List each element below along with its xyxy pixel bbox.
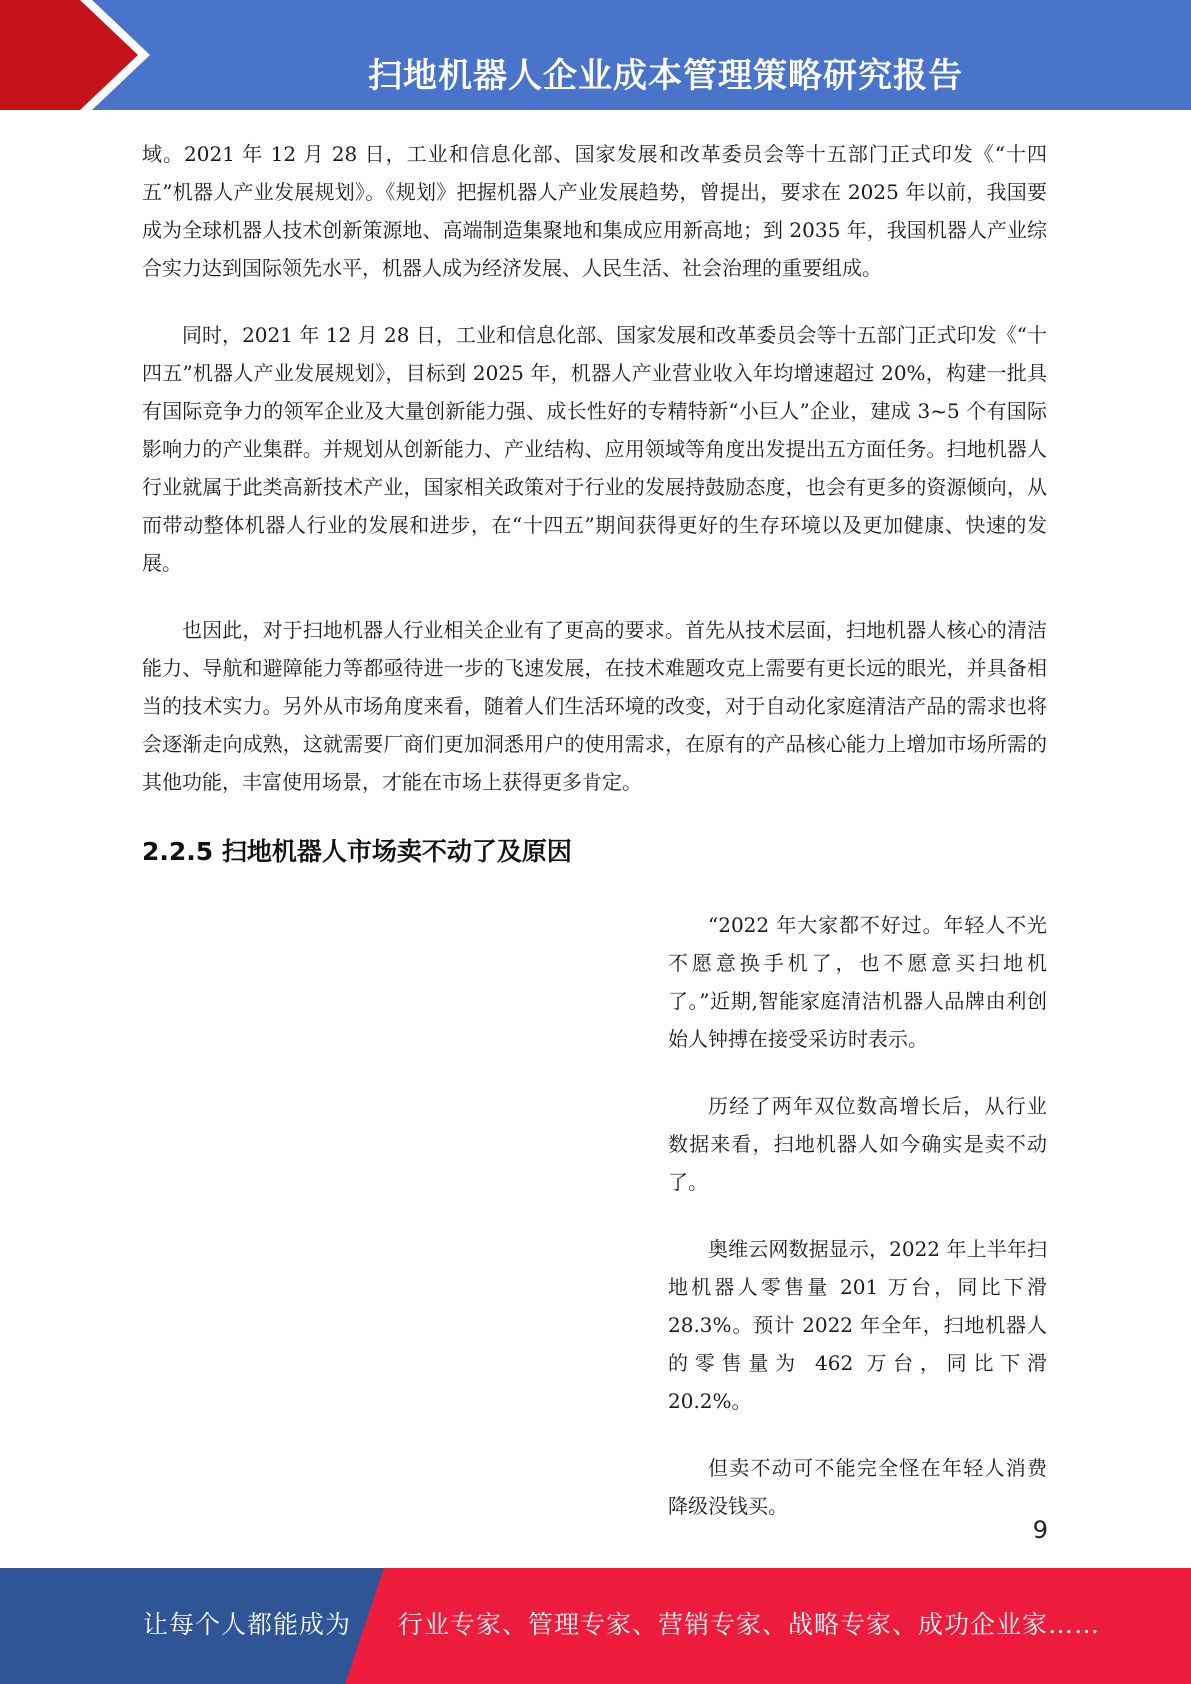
side-paragraph-1: “2022 年大家都不好过。年轻人不光不愿意换手机了，也不愿意买扫地机了。”近期,智能家庭清洁机器人品牌由利创始人钟搏在接受采访时表示。 [668,913,1047,1051]
report-title: 扫地机器人企业成本管理策略研究报告 [368,55,963,96]
paragraph-2: 同时，2021 年 12 月 28 日，工业和信息化部、国家发展和改革委员会等十五部门正式印发《“十四五”机器人产业发展规划》，目标到 2025 年，机器人产业营业收入年均增速超过 20%，构建一批具有国际竞争力的领军企业及大量创新能力强、成长性好的专精特新“小巨人”企业，建成 3~5 个有国际影响力的产业集群。并规划从创新能力、产业结构、应用领域等角度出发提出五方面任务。扫地机器人行业就属于此类高新技术产业，国家相关政策对于行业的发展持鼓励态度，也会有更多的资源倾向，从而带动整体机器人行业的发展和进步，在“十四五”期间获得更好的生存环境以及更加健康、快速的发展。 [142,323,1047,575]
side-column [668,906,1047,1554]
paragraph-3: 也因此，对于扫地机器人行业相关企业有了更高的要求。首先从技术层面，扫地机器人核心的清洁能力、导航和避障能力等都亟待进一步的飞速发展，在技术难题攻克上需要有更长远的眼光，并具备相当的技术实力。另外从市场角度来看，随着人们生活环境的改变，对于自动化家庭清洁产品的需求也将会逐渐走向成熟，这就需要厂商们更加洞悉用户的使用需求，在原有的产品核心能力上增加市场所需的其他功能，丰富使用场景，才能在市场上获得更多肯定。 [142,618,1047,794]
paragraph-1: 域。2021 年 12 月 28 日，工业和信息化部、国家发展和改革委员会等十五部门正式印发《“十四五”机器人产业发展规划》。《规划》把握机器人产业发展趋势，曾提出，要求在 2025 年以前，我国要成为全球机器人技术创新策源地、高端制造集聚地和集成应用新高地；到 2035 年，我国机器人产业综合实力达到国际领先水平，机器人成为经济发展、人民生活、社会治理的重要组成。 [142,142,1047,280]
page-number: 9 [1032,1516,1048,1544]
page-footer [0,1568,1191,1684]
side-paragraph-3: 奥维云网数据显示，2022 年上半年扫地机器人零售量 201 万台，同比下滑 28.3%。预计 2022 年全年，扫地机器人的零售量为 462 万台，同比下滑 20.2%。 [668,1237,1047,1413]
section-heading: 2.2.5 扫地机器人市场卖不动了及原因 [142,837,572,866]
header-chevron-icon [0,0,160,110]
page-header [0,0,1191,110]
footer-slogan-right: 行业专家、管理专家、营销专家、战略专家、成功企业家…… [398,1610,1101,1639]
main-text [142,135,1047,830]
side-paragraph-2: 历经了两年双位数高增长后，从行业数据来看，扫地机器人如今确实是卖不动了。 [668,1094,1047,1194]
footer-slogan-left: 让每个人都能成为 [143,1610,352,1639]
side-paragraph-4: 但卖不动可不能完全怪在年轻人消费降级没钱买。 [668,1456,1047,1518]
